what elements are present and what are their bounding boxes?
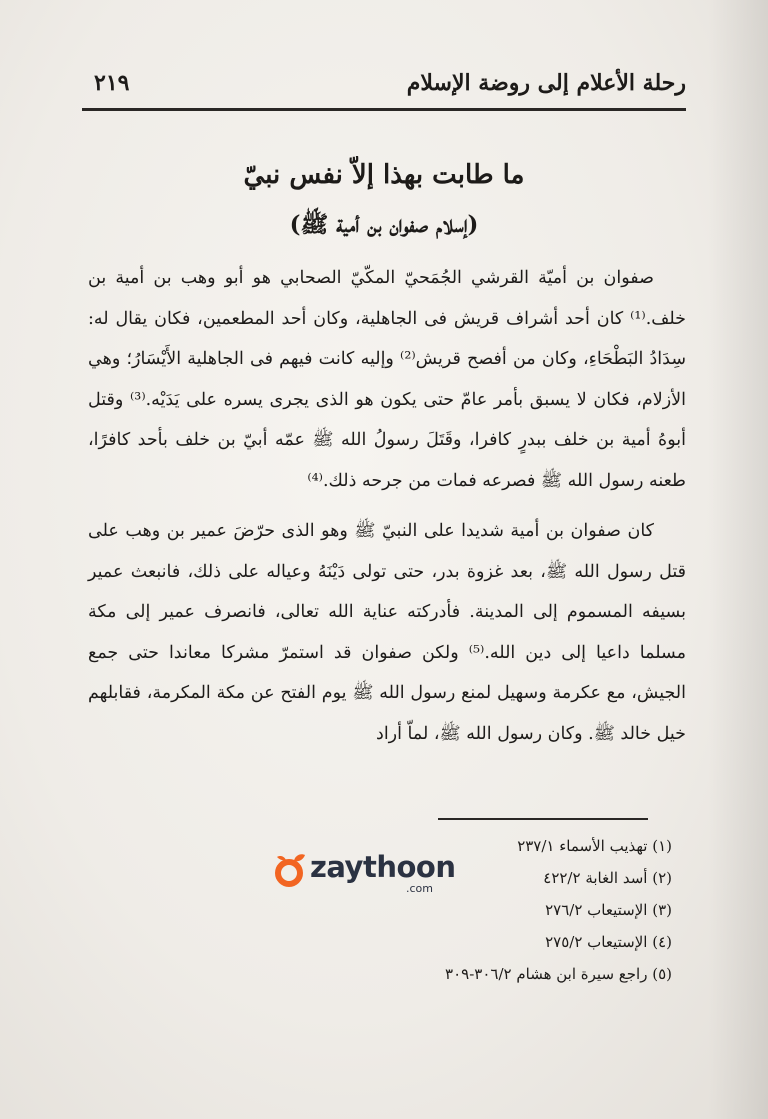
footnote: (٥) راجع سيرة ابن هشام ٣٠٦/٢-٣٠٩ bbox=[445, 965, 672, 983]
paragraph: كان صفوان بن أمية شديدا على النبيّ ﷺ وهو الذى حرّضَ عمير بن وهب على قتل رسول الله ﷺ، بعد غزوة بدر، حتى تولى دَيْنَهُ وعياله على ذلك، فانبعث عمير بسيفه المسموم إلى المدينة. فأدركته عناية الله تعالى، فانصرف عمير إلى مكة مسلما داعيا إلى دين الله.⁽⁵⁾ ولكن صفوان قد استمرّ مشركا معاندا حتى جمع الجيش، مع عكرمة وسهيل لمنع رسول الله ﷺ يوم الفتح عن مكة المكرمة، فقابلهم خيل خالد ﷺ. وكان رسول الله ﷺ، لماّ أراد bbox=[88, 521, 686, 744]
footnote: (٤) الإستيعاب ٢٧٥/٢ bbox=[545, 933, 672, 951]
header-rule bbox=[82, 108, 686, 111]
logo-domain: .com bbox=[406, 882, 433, 895]
running-header bbox=[82, 66, 686, 106]
chapter-title: ما طابت بهذا إلاّ نفس نبيّ bbox=[243, 160, 525, 190]
paragraph: صفوان بن أميّة القرشي الجُمَحيّ المكّيّ الصحابي هو أبو وهب بن أمية بن خلف.⁽¹⁾ كان أحد أشراف قريش فى الجاهلية، وكان أحد المطعمين، فكان يقال له: سِدَادُ البَطْحَاءِ، وكان من أفصح قريش⁽²⁾ وإليه كانت فيهم فى الجاهلية الأَيْسَارُ؛ وهي الأزلام، فكان لا يسبق بأمر عامّ حتى يكون هو الذى يجرى يسره على يَدَيْه.⁽³⁾ وقتل أبوهُ أمية بن خلف ببدرٍ كافرا، وقَتَلَ رسولُ الله ﷺ عمّه أبيّ بن خلف بأحد كافرًا، طعنه رسول الله ﷺ فصرعه فمات من جرحه ذلك.⁽⁴⁾ bbox=[88, 268, 686, 491]
chapter-subtitle: (إسلام صفوان بن أمية ﷺ) bbox=[289, 211, 479, 238]
logo-wordmark: zaythoon bbox=[310, 850, 456, 884]
page-number: ٢١٩ bbox=[94, 70, 130, 96]
zaythoon-logo-icon bbox=[272, 852, 308, 888]
footnote-rule bbox=[438, 818, 648, 820]
footnote: (٣) الإستيعاب ٢٧٦/٢ bbox=[545, 901, 672, 919]
footnote: (٢) أسد الغابة ٤٢٢/٢ bbox=[543, 869, 672, 887]
footnote: (١) تهذيب الأسماء ٢٣٧/١ bbox=[517, 837, 672, 855]
running-title: رحلة الأعلام إلى روضة الإسلام bbox=[406, 70, 686, 96]
body-text bbox=[88, 258, 686, 754]
zaythoon-watermark bbox=[272, 846, 456, 896]
